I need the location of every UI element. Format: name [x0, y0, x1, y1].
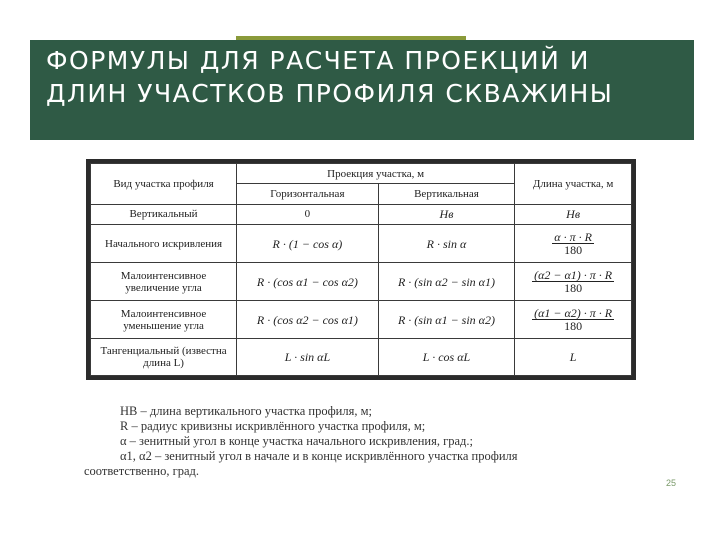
- legend-notes: [84, 404, 644, 479]
- note-line: НВ – длина вертикального участка профиля, м;: [120, 404, 372, 418]
- table-row: [91, 301, 632, 339]
- row-vertical: R · (sin α2 − sin α1): [378, 263, 514, 301]
- row-length: [515, 301, 632, 339]
- note-line: R – радиус кривизны искривлённого участка профиля, м;: [120, 419, 426, 433]
- header-horizontal: Горизонтальная: [237, 184, 379, 204]
- fraction-denominator: 180: [564, 319, 583, 334]
- fraction-denominator: 180: [564, 243, 583, 258]
- row-vertical: Нв: [378, 204, 514, 224]
- row-vertical: L · cos αL: [378, 339, 514, 376]
- length-fraction: [532, 269, 614, 294]
- table-header-row: [91, 164, 632, 184]
- row-horizontal: 0: [237, 204, 379, 224]
- row-length: [515, 263, 632, 301]
- fraction-numerator: α · π · R: [554, 230, 592, 245]
- row-horizontal: L · sin αL: [237, 339, 379, 376]
- fraction-numerator: (α1 − α2) · π · R: [534, 306, 613, 321]
- header-vertical: Вертикальная: [378, 184, 514, 204]
- row-length: L: [515, 339, 632, 376]
- row-length: [515, 225, 632, 263]
- row-type: Вертикальный: [91, 204, 237, 224]
- header-projection: Проекция участка, м: [237, 164, 515, 184]
- table-row: [91, 204, 632, 224]
- row-type: Начального искривления: [91, 225, 237, 263]
- table-row: [91, 225, 632, 263]
- formula-table-frame: [86, 159, 636, 380]
- table-row: [91, 263, 632, 301]
- length-fraction: [552, 231, 594, 256]
- page-number: 25: [666, 478, 677, 488]
- header-section-type: Вид участка профиля: [91, 164, 237, 205]
- row-vertical: R · (sin α1 − sin α2): [378, 301, 514, 339]
- note-line: α1, α2 – зенитный угол в начале и в конце искривлённого участка профиля: [120, 449, 518, 463]
- row-type: Тангенциальный (известна длина L): [91, 339, 237, 376]
- table-row: [91, 339, 632, 376]
- row-horizontal: R · (cos α2 − cos α1): [237, 301, 379, 339]
- length-fraction: [532, 307, 614, 332]
- fraction-denominator: 180: [564, 281, 583, 296]
- title-banner: [30, 40, 694, 140]
- header-length: Длина участка, м: [515, 164, 632, 205]
- note-line: α – зенитный угол в конце участка начального искривления, град.;: [120, 434, 473, 448]
- note-line: соответственно, град.: [84, 464, 200, 478]
- row-type: Малоинтенсивное уменьшение угла: [91, 301, 237, 339]
- row-type: Малоинтенсивное увеличение угла: [91, 263, 237, 301]
- fraction-numerator: (α2 − α1) · π · R: [534, 268, 613, 283]
- formula-table: [90, 163, 632, 376]
- slide-title: ФОРМУЛЫ ДЛЯ РАСЧЕТА ПРОЕКЦИЙ И ДЛИН УЧАСТКОВ ПРОФИЛЯ СКВАЖИНЫ: [46, 46, 614, 108]
- row-length: Нв: [515, 204, 632, 224]
- row-horizontal: R · (1 − cos α): [237, 225, 379, 263]
- row-horizontal: R · (cos α1 − cos α2): [237, 263, 379, 301]
- row-vertical: R · sin α: [378, 225, 514, 263]
